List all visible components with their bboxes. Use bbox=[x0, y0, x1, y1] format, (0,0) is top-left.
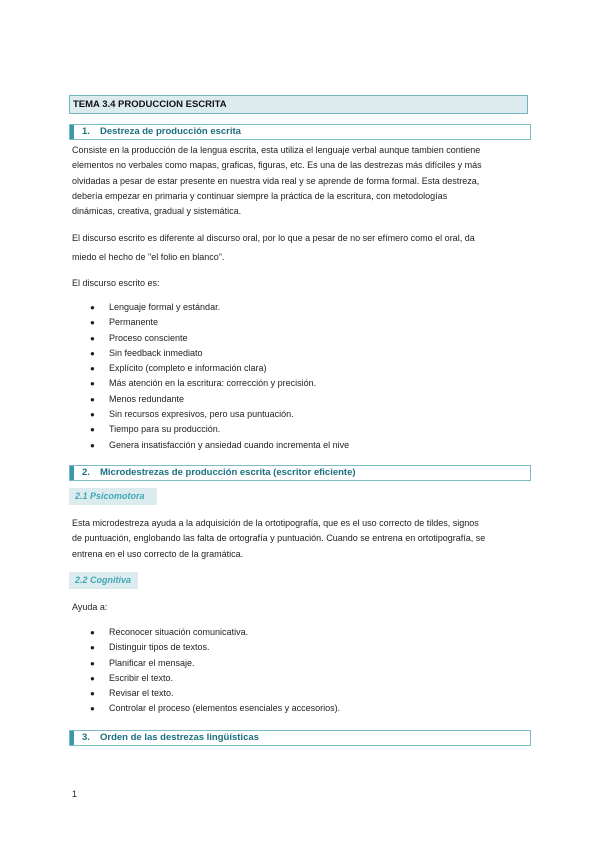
list-item: ● Reconocer situación comunicativa. bbox=[90, 625, 340, 640]
bullet-icon: ● bbox=[90, 704, 95, 714]
discourse-list bbox=[90, 300, 349, 453]
psicomotora-paragraph bbox=[72, 516, 534, 562]
paragraph-line: El discurso escrito es diferente al discurso oral, por lo que a pesar de no ser efímero como el oral, da bbox=[72, 233, 475, 243]
paragraph-line: dinámicas, creativa, gradual y sistemática. bbox=[72, 206, 242, 217]
bullet-icon: ● bbox=[90, 379, 95, 389]
intro-paragraph bbox=[72, 143, 534, 219]
bullet-icon: ● bbox=[90, 303, 95, 312]
list-item: ● Explícito (completo e información clara) bbox=[90, 361, 349, 376]
discourse-paragraph bbox=[72, 229, 534, 267]
bullet-icon: ● bbox=[90, 440, 95, 450]
bullet-icon: ● bbox=[90, 364, 95, 374]
section-number: 2. bbox=[82, 467, 90, 478]
bullet-icon: ● bbox=[90, 689, 95, 699]
bullet-icon: ● bbox=[90, 333, 95, 343]
section-label: Microdestrezas de producción escrita (escritor eficiente) bbox=[100, 467, 356, 478]
bullet-icon: ● bbox=[90, 425, 95, 435]
paragraph-line: olvidadas a pesar de estar presente en nuestra vida real y se aprende de forma formal. Esta destreza, bbox=[72, 175, 480, 186]
list-item: ● Controlar el proceso (elementos esenciales y accesorios). bbox=[90, 701, 340, 716]
list-item: ● Lenguaje formal y estándar. bbox=[90, 300, 349, 315]
bullet-icon: ● bbox=[90, 348, 95, 358]
section-accent-bar bbox=[70, 466, 74, 480]
discourse-intro: El discurso escrito es: bbox=[72, 278, 160, 288]
paragraph-line: elementos no verbales como mapas, graficas, figuras, etc. Es una de las destrezas más difíciles y más bbox=[72, 160, 482, 171]
document-title: TEMA 3.4 PRODUCCION ESCRITA bbox=[69, 95, 528, 114]
bullet-icon: ● bbox=[90, 628, 95, 637]
section-number: 3. bbox=[82, 732, 90, 743]
list-item: ● Proceso consciente bbox=[90, 331, 349, 346]
bullet-icon: ● bbox=[90, 643, 95, 653]
bullet-icon: ● bbox=[90, 394, 95, 404]
section-heading-1 bbox=[69, 124, 531, 140]
list-item: ● Permanente bbox=[90, 315, 349, 330]
section-number: 1. bbox=[82, 126, 90, 137]
paragraph-line: Consiste en la producción de la lengua escrita, esta utiliza el lenguaje verbal aunque tambien contiene bbox=[72, 145, 481, 155]
paragraph-line: debería empezar en primaria y continuar siempre la práctica de la escritura, con metodologías bbox=[72, 190, 448, 201]
section-label: Orden de las destrezas lingüísticas bbox=[100, 732, 259, 743]
bullet-icon: ● bbox=[90, 318, 95, 328]
paragraph-line: Esta microdestreza ayuda a la adquisición de la ortotipografía, que es el uso correcto de tildes, signos bbox=[72, 518, 479, 528]
list-item: ● Planificar el mensaje. bbox=[90, 656, 340, 671]
section-label: Destreza de producción escrita bbox=[100, 126, 241, 137]
list-item: ● Escribir el texto. bbox=[90, 671, 340, 686]
bullet-icon: ● bbox=[90, 673, 95, 683]
section-heading-3 bbox=[69, 730, 531, 746]
section-heading-2 bbox=[69, 465, 531, 481]
bullet-icon: ● bbox=[90, 410, 95, 420]
section-accent-bar bbox=[70, 731, 74, 745]
paragraph-line: de puntuación, englobando las falta de ortografía y puntuación. Cuando se entrena en ortotipografía, se bbox=[72, 533, 486, 544]
list-item: ● Distinguir tipos de textos. bbox=[90, 640, 340, 655]
list-item: ● Genera insatisfacción y ansiedad cuando incrementa el nive bbox=[90, 438, 349, 453]
cognitiva-intro: Ayuda a: bbox=[72, 602, 108, 612]
section-accent-bar bbox=[70, 125, 74, 139]
list-item: ● Sin recursos expresivos, pero usa puntuación. bbox=[90, 407, 349, 422]
subheading-psicomotora: 2.1 Psicomotora bbox=[69, 488, 157, 505]
list-item: ● Tiempo para su producción. bbox=[90, 422, 349, 437]
bullet-icon: ● bbox=[90, 658, 95, 668]
page-number: 1 bbox=[72, 789, 78, 799]
paragraph-line: miedo el hecho de "el folio en blanco". bbox=[72, 252, 225, 262]
list-item: ● Menos redundante bbox=[90, 392, 349, 407]
cognitiva-list bbox=[90, 625, 340, 717]
list-item: ● Revisar el texto. bbox=[90, 686, 340, 701]
subheading-cognitiva: 2.2 Cognitiva bbox=[69, 572, 138, 589]
paragraph-line: entrena en el uso correcto de la gramática. bbox=[72, 548, 244, 559]
list-item: ● Más atención en la escritura: corrección y precisión. bbox=[90, 376, 349, 391]
list-item: ● Sin feedback inmediato bbox=[90, 346, 349, 361]
